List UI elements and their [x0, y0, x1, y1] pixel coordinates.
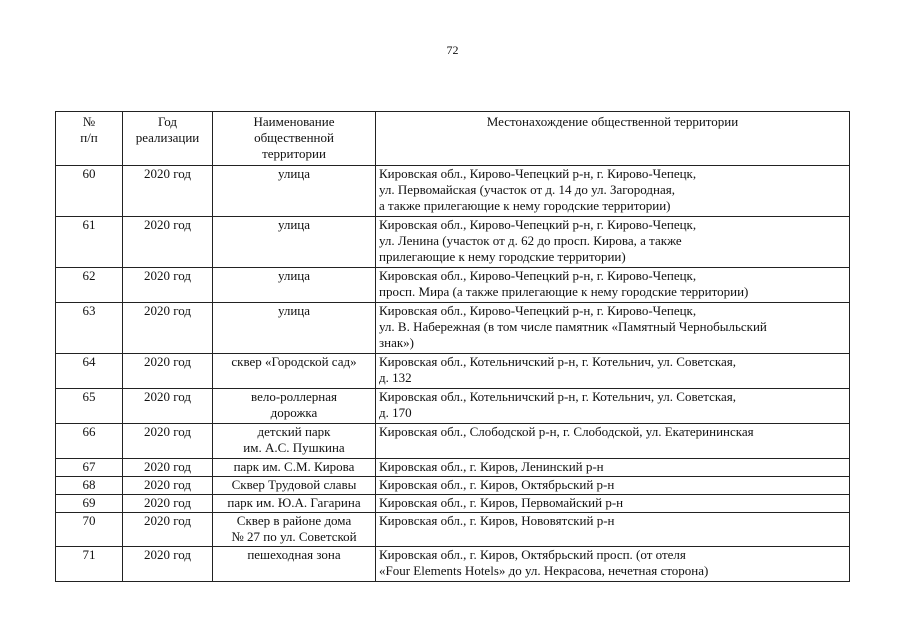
table-row: [56, 495, 850, 513]
row-location: [376, 459, 850, 477]
table-header: [56, 112, 850, 166]
row-year: 2020 год: [123, 166, 213, 217]
row-location: [376, 268, 850, 303]
row-number: 67: [56, 459, 123, 477]
row-year: 2020 год: [123, 459, 213, 477]
row-territory-name: [213, 477, 376, 495]
row-location: [376, 166, 850, 217]
row-territory-name: [213, 303, 376, 354]
location-line: Кировская обл., г. Киров, Первомайский р-н: [379, 495, 624, 510]
row-territory-name: [213, 354, 376, 389]
row-number: 71: [56, 547, 123, 582]
row-number: 64: [56, 354, 123, 389]
location-line: д. 132: [379, 370, 412, 385]
name-line: № 27 по ул. Советской: [231, 529, 357, 544]
row-year: 2020 год: [123, 354, 213, 389]
name-line: вело-роллерная: [251, 389, 337, 404]
row-location: [376, 547, 850, 582]
name-line: Сквер Трудовой славы: [231, 477, 357, 492]
name-line: Сквер в районе дома: [236, 513, 352, 528]
row-number: 60: [56, 166, 123, 217]
row-location: [376, 217, 850, 268]
header-territory-name: [213, 112, 376, 166]
row-number: 61: [56, 217, 123, 268]
public-territories-table: [55, 111, 850, 582]
name-line: им. А.С. Пушкина: [243, 440, 345, 455]
row-number: 63: [56, 303, 123, 354]
location-line: Кировская обл., г. Киров, Октябрьский р-н: [379, 477, 615, 492]
table-row: [56, 303, 850, 354]
row-location: [376, 389, 850, 424]
location-line: Кировская обл., Слободской р-н, г. Слободской, ул. Екатерининская: [379, 424, 754, 439]
table-row: [56, 424, 850, 459]
location-line: «Four Elements Hotels» до ул. Некрасова, нечетная сторона): [379, 563, 709, 578]
row-territory-name: [213, 459, 376, 477]
table-body: [56, 166, 850, 582]
row-year: 2020 год: [123, 513, 213, 547]
location-line: Кировская обл., Кирово-Чепецкий р-н, г. Кирово-Чепецк,: [379, 166, 697, 181]
row-territory-name: [213, 547, 376, 582]
location-line: Кировская обл., г. Киров, Октябрьский просп. (от отеля: [379, 547, 686, 562]
row-location: [376, 303, 850, 354]
location-line: Кировская обл., Котельничский р-н, г. Котельнич, ул. Советская,: [379, 354, 736, 369]
row-number: 68: [56, 477, 123, 495]
name-line: улица: [277, 303, 311, 318]
header-row: [56, 112, 850, 166]
location-line: прилегающие к нему городские территории): [379, 249, 626, 264]
location-line: Кировская обл., Кирово-Чепецкий р-н, г. Кирово-Чепецк,: [379, 217, 697, 232]
row-location: [376, 495, 850, 513]
table-row: [56, 217, 850, 268]
row-number: 69: [56, 495, 123, 513]
header-line: п/п: [80, 130, 98, 145]
row-year: 2020 год: [123, 389, 213, 424]
table-row: [56, 354, 850, 389]
table-row: [56, 166, 850, 217]
name-line: сквер «Городской сад»: [231, 354, 357, 369]
row-year: 2020 год: [123, 477, 213, 495]
table-row: [56, 459, 850, 477]
row-territory-name: [213, 166, 376, 217]
row-year: 2020 год: [123, 217, 213, 268]
location-line: а также прилегающие к нему городские территории): [379, 198, 671, 213]
name-line: улица: [277, 166, 311, 181]
name-line: улица: [277, 217, 311, 232]
row-year: 2020 год: [123, 268, 213, 303]
row-number: 66: [56, 424, 123, 459]
header-line: Наименование: [253, 114, 335, 129]
table-row: [56, 477, 850, 495]
name-line: дорожка: [270, 405, 318, 420]
row-year: 2020 год: [123, 424, 213, 459]
row-territory-name: [213, 513, 376, 547]
location-line: просп. Мира (а также прилегающие к нему городские территории): [379, 284, 749, 299]
name-line: пешеходная зона: [247, 547, 341, 562]
header-year: [123, 112, 213, 166]
row-number: 62: [56, 268, 123, 303]
header-line: Год: [157, 114, 178, 129]
location-line: ул. В. Набережная (в том числе памятник «Памятный Чернобыльский: [379, 319, 767, 334]
location-line: Кировская обл., г. Киров, Нововятский р-н: [379, 513, 615, 528]
row-number: 70: [56, 513, 123, 547]
header-line: территории: [262, 146, 326, 161]
location-line: ул. Ленина (участок от д. 62 до просп. Кирова, а также: [379, 233, 682, 248]
row-location: [376, 477, 850, 495]
table-row: [56, 513, 850, 547]
name-line: парк им. Ю.А. Гагарина: [227, 495, 361, 510]
header-line: реализации: [135, 130, 200, 145]
table-row: [56, 389, 850, 424]
name-line: парк им. С.М. Кирова: [233, 459, 355, 474]
header-line: общественной: [254, 130, 334, 145]
header-line: №: [82, 114, 96, 129]
row-year: 2020 год: [123, 547, 213, 582]
location-line: знак»): [379, 335, 415, 350]
location-line: Кировская обл., г. Киров, Ленинский р-н: [379, 459, 604, 474]
row-territory-name: [213, 268, 376, 303]
name-line: детский парк: [257, 424, 331, 439]
table-row: [56, 268, 850, 303]
row-year: 2020 год: [123, 495, 213, 513]
header-line: Местонахождение общественной территории: [486, 114, 739, 129]
row-number: 65: [56, 389, 123, 424]
location-line: д. 170: [379, 405, 412, 420]
row-location: [376, 513, 850, 547]
table-row: [56, 547, 850, 582]
header-number: [56, 112, 123, 166]
name-line: улица: [277, 268, 311, 283]
location-line: Кировская обл., Котельничский р-н, г. Котельнич, ул. Советская,: [379, 389, 736, 404]
row-location: [376, 354, 850, 389]
header-territory-location: [376, 112, 850, 166]
page-number: 72: [446, 43, 459, 57]
row-year: 2020 год: [123, 303, 213, 354]
row-territory-name: [213, 389, 376, 424]
location-line: Кировская обл., Кирово-Чепецкий р-н, г. Кирово-Чепецк,: [379, 303, 697, 318]
location-line: Кировская обл., Кирово-Чепецкий р-н, г. Кирово-Чепецк,: [379, 268, 697, 283]
row-territory-name: [213, 424, 376, 459]
row-territory-name: [213, 495, 376, 513]
row-territory-name: [213, 217, 376, 268]
row-location: [376, 424, 850, 459]
location-line: ул. Первомайская (участок от д. 14 до ул. Загородная,: [379, 182, 676, 197]
